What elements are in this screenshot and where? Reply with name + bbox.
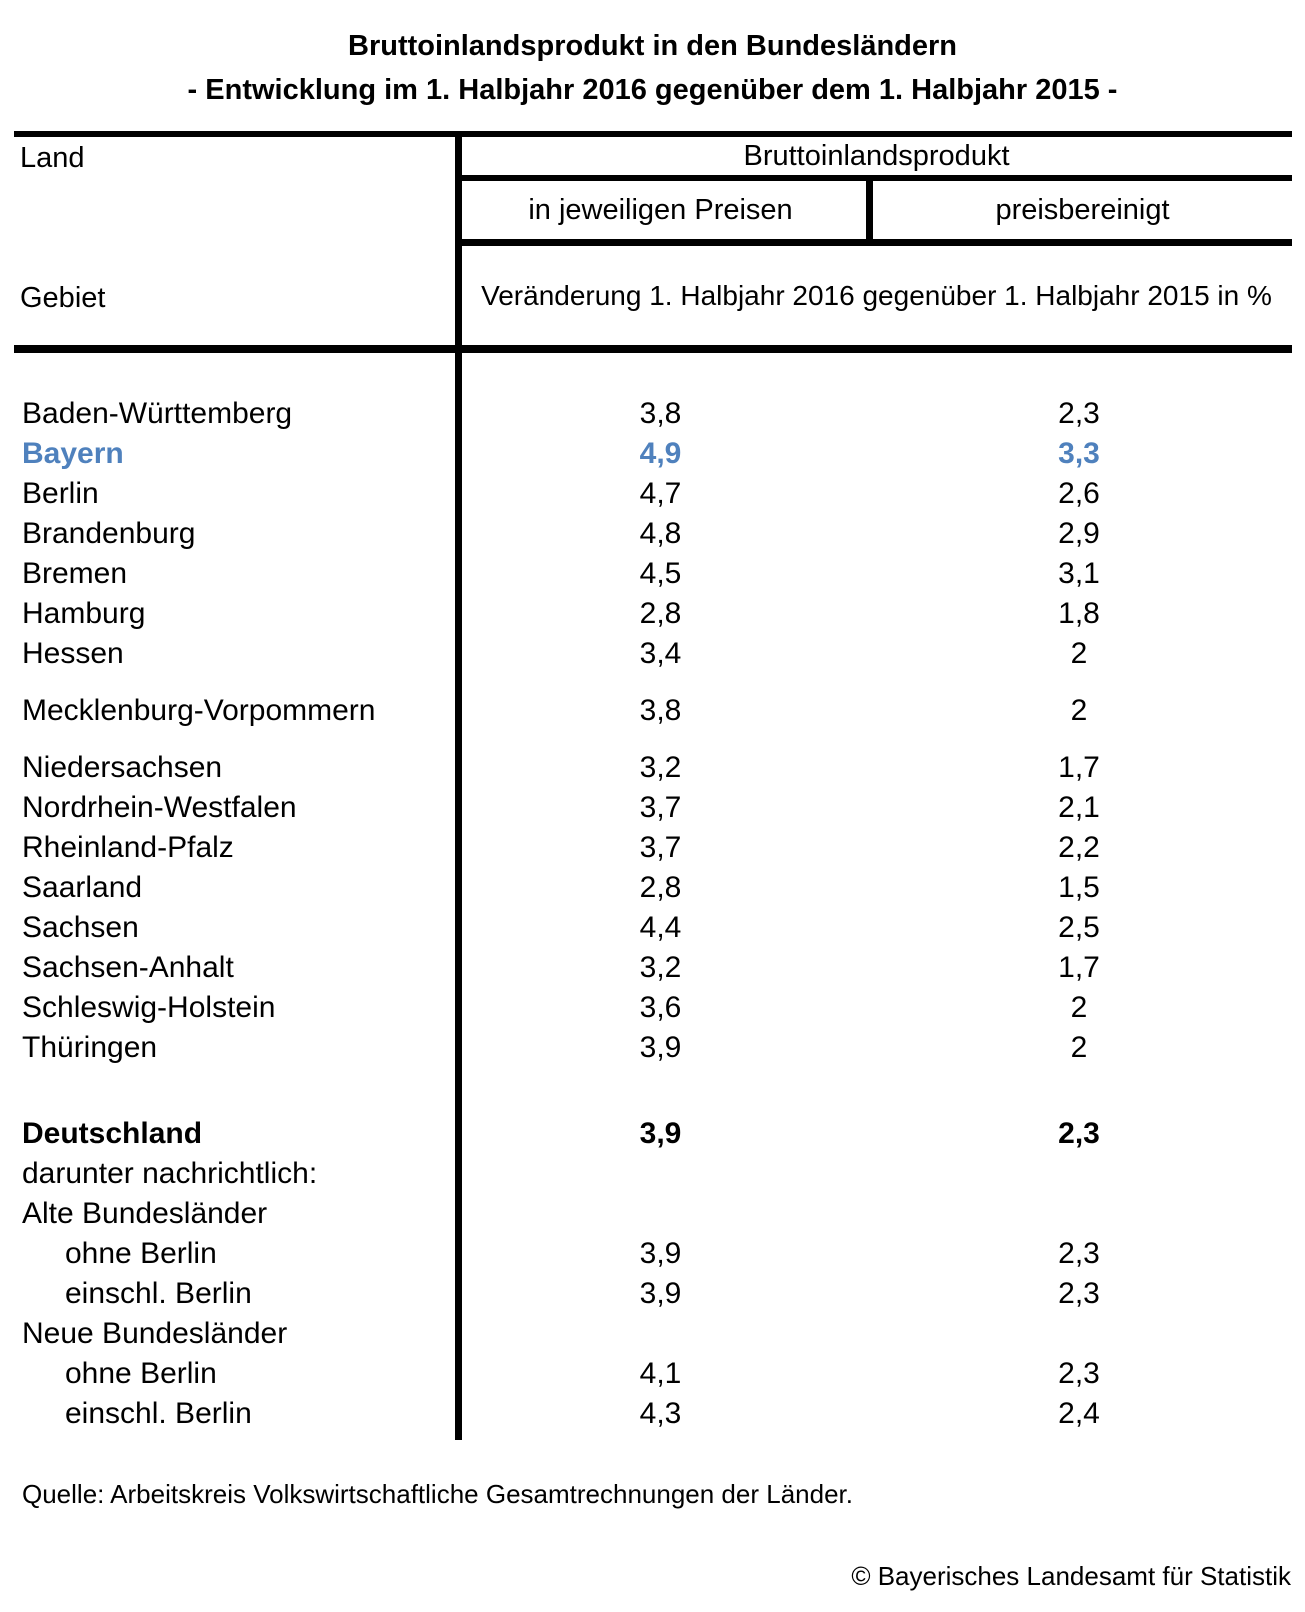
value-price-adjusted: 2,5 — [1058, 911, 1100, 944]
value-current-prices: 3,9 — [639, 1277, 682, 1310]
header-col-price-adjusted: preisbereinigt — [995, 193, 1170, 226]
value-current-prices: 3,8 — [639, 397, 682, 430]
table-row — [0, 514, 1292, 554]
value-price-adjusted: 1,7 — [1058, 951, 1100, 984]
value-price-adjusted: 2 — [1070, 694, 1088, 727]
region-name: Schleswig-Holstein — [22, 991, 276, 1024]
value-current-prices: 4,5 — [639, 557, 682, 590]
value-current-prices: 3,7 — [639, 791, 682, 824]
region-name: Saarland — [22, 871, 143, 904]
table-row — [0, 1114, 1292, 1154]
table-rule-header-bottom — [14, 345, 1292, 353]
value-current-prices: 3,6 — [639, 991, 682, 1024]
table-row — [0, 594, 1292, 634]
table-row — [0, 691, 1292, 731]
region-name: Hamburg — [22, 597, 146, 630]
table-rule-top — [14, 131, 1292, 137]
table-row — [0, 988, 1292, 1028]
table-row — [0, 634, 1292, 674]
source-note: Quelle: Arbeitskreis Volkswirtschaftliche Gesamtrechnungen der Länder. — [22, 1479, 853, 1509]
region-name: Brandenburg — [22, 517, 196, 550]
table-rule-under-subcols — [455, 239, 1292, 246]
value-price-adjusted: 2,3 — [1058, 1237, 1100, 1270]
value-current-prices: 3,9 — [639, 1237, 682, 1270]
table-row — [0, 1234, 1292, 1274]
value-current-prices: 3,7 — [639, 831, 682, 864]
value-current-prices: 4,1 — [639, 1357, 682, 1390]
title-line-1: Bruttoinlandsprodukt in den Bundesländern — [348, 30, 957, 62]
table-row — [0, 1394, 1292, 1434]
value-current-prices: 4,7 — [639, 477, 682, 510]
region-name: Sachsen-Anhalt — [22, 951, 234, 984]
header-bruttoinlandsprodukt: Bruttoinlandsprodukt — [743, 140, 1010, 172]
table-divider-subcolumns — [866, 181, 873, 239]
region-name: Deutschland — [22, 1117, 203, 1150]
table-row — [0, 474, 1292, 514]
region-name: Rheinland-Pfalz — [22, 831, 234, 864]
value-price-adjusted: 1,8 — [1058, 597, 1100, 630]
value-current-prices: 4,3 — [639, 1397, 682, 1430]
value-price-adjusted: 2,3 — [1058, 397, 1100, 430]
value-price-adjusted: 2,3 — [1058, 1117, 1100, 1150]
table-row — [0, 1354, 1292, 1394]
region-name: Baden-Württemberg — [22, 397, 293, 430]
table-row — [0, 1154, 1292, 1194]
table-row — [0, 908, 1292, 948]
table-row — [0, 828, 1292, 868]
region-name: Mecklenburg-Vorpommern — [22, 694, 376, 727]
table-row — [0, 554, 1292, 594]
region-name: Berlin — [22, 477, 99, 510]
value-price-adjusted: 2,1 — [1058, 791, 1100, 824]
value-current-prices: 2,8 — [639, 597, 682, 630]
value-price-adjusted: 2,6 — [1058, 477, 1100, 510]
table-row — [0, 1314, 1292, 1354]
value-price-adjusted: 2,4 — [1058, 1397, 1100, 1430]
table-row — [0, 948, 1292, 988]
region-name: Bayern — [22, 437, 124, 470]
region-name: Niedersachsen — [22, 751, 223, 784]
table-row — [0, 434, 1292, 474]
region-name: einschl. Berlin — [65, 1397, 252, 1430]
region-name: einschl. Berlin — [65, 1277, 252, 1310]
value-price-adjusted: 2,9 — [1058, 517, 1100, 550]
region-name: Alte Bundesländer — [22, 1197, 268, 1230]
value-current-prices: 3,9 — [639, 1031, 682, 1064]
header-col-current-prices: in jeweiligen Preisen — [528, 193, 793, 226]
region-name: Thüringen — [22, 1031, 158, 1064]
value-price-adjusted: 3,3 — [1058, 437, 1100, 470]
value-current-prices: 3,4 — [639, 637, 682, 670]
value-price-adjusted: 2 — [1070, 637, 1088, 670]
value-price-adjusted: 1,7 — [1058, 751, 1100, 784]
value-current-prices: 4,4 — [639, 911, 682, 944]
table-row — [0, 1194, 1292, 1234]
header-land: Land — [20, 141, 85, 174]
region-name: Nordrhein-Westfalen — [22, 791, 297, 824]
value-price-adjusted: 3,1 — [1058, 557, 1100, 590]
value-price-adjusted: 2,3 — [1058, 1357, 1100, 1390]
region-name: Neue Bundesländer — [22, 1317, 288, 1350]
value-current-prices: 4,8 — [639, 517, 682, 550]
table-row — [0, 1274, 1292, 1314]
header-gebiet: Gebiet — [20, 281, 106, 314]
copyright-note: © Bayerisches Landesamt für Statistik — [851, 1561, 1291, 1591]
title-line-2: - Entwicklung im 1. Halbjahr 2016 gegenüber dem 1. Halbjahr 2015 - — [187, 74, 1118, 106]
region-name: Hessen — [22, 637, 124, 670]
table-row — [0, 788, 1292, 828]
region-name: darunter nachrichtlich: — [22, 1157, 318, 1190]
table-row — [0, 394, 1292, 434]
region-name: ohne Berlin — [65, 1237, 217, 1270]
value-current-prices: 3,8 — [639, 694, 682, 727]
header-measure-note: Veränderung 1. Halbjahr 2016 gegenüber 1. Halbjahr 2015 in % — [481, 280, 1272, 311]
table-body — [0, 394, 1292, 1434]
value-current-prices: 3,9 — [639, 1117, 682, 1150]
value-price-adjusted: 2 — [1070, 991, 1088, 1024]
region-name: ohne Berlin — [65, 1357, 217, 1390]
value-current-prices: 4,9 — [639, 437, 682, 470]
region-name: Bremen — [22, 557, 128, 590]
value-current-prices: 3,2 — [639, 751, 682, 784]
region-name: Sachsen — [22, 911, 139, 944]
value-price-adjusted: 2,3 — [1058, 1277, 1100, 1310]
table-row — [0, 868, 1292, 908]
value-current-prices: 2,8 — [639, 871, 682, 904]
value-current-prices: 3,2 — [639, 951, 682, 984]
table-row — [0, 748, 1292, 788]
value-price-adjusted: 1,5 — [1058, 871, 1100, 904]
document-title — [0, 24, 1305, 112]
table-row — [0, 1028, 1292, 1068]
value-price-adjusted: 2,2 — [1058, 831, 1100, 864]
value-price-adjusted: 2 — [1070, 1031, 1088, 1064]
